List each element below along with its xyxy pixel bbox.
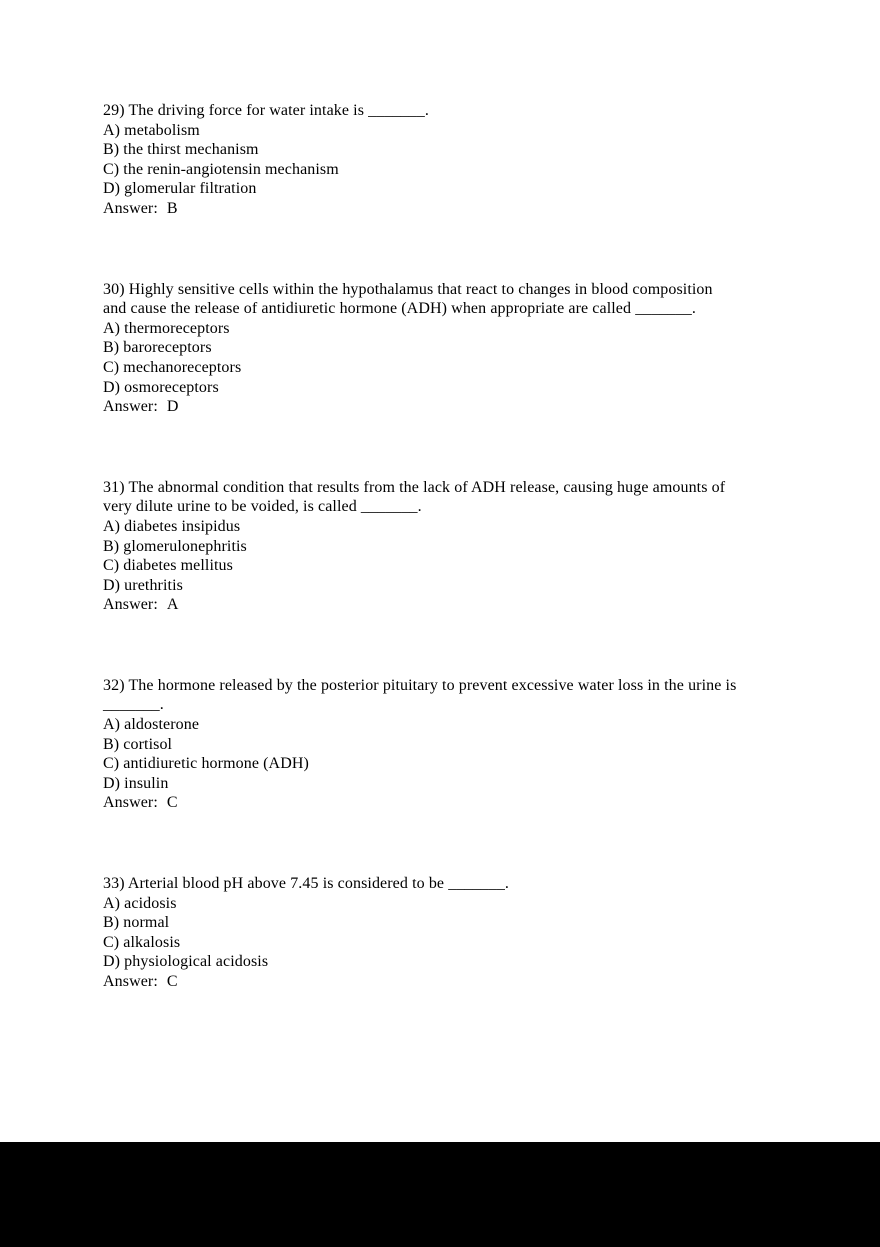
answer-line [103, 793, 830, 813]
option-line: B) cortisol [103, 735, 173, 753]
question-block [103, 676, 830, 813]
option-line: D) osmoreceptors [103, 378, 219, 396]
answer-line [103, 595, 830, 615]
question-block [103, 478, 830, 615]
question-text-line: 33) Arterial blood pH above 7.45 is considered to be _______. [103, 875, 510, 893]
option-line: A) thermoreceptors [103, 319, 230, 337]
option-line: C) diabetes mellitus [103, 557, 233, 575]
answer-letter: C [166, 973, 178, 990]
option-line: C) mechanoreceptors [103, 358, 242, 376]
question-block [103, 280, 830, 417]
question-block [103, 101, 830, 219]
answer-line [103, 397, 830, 417]
answer-letter: D [166, 398, 179, 416]
option-line: C) the renin-angiotensin mechanism [103, 160, 339, 178]
question-text-line: very dilute urine to be voided, is called _______. [103, 498, 422, 516]
answer-letter: C [166, 794, 178, 812]
option-line: B) glomerulonephritis [103, 537, 247, 555]
option-line: A) metabolism [103, 121, 200, 139]
answer-line [103, 199, 830, 219]
bottom-black-bar [0, 1142, 880, 1247]
option-line: B) baroreceptors [103, 339, 212, 357]
option-line: C) antidiuretic hormone (ADH) [103, 755, 309, 773]
answer-label: Answer: [103, 794, 158, 812]
answer-label: Answer: [103, 973, 158, 990]
question-text-line: 31) The abnormal condition that results from the lack of ADH release, causing huge amounts of [103, 478, 726, 496]
question-text-line: 29) The driving force for water intake is _______. [103, 102, 429, 119]
answer-label: Answer: [103, 596, 158, 614]
option-line: D) physiological acidosis [103, 953, 269, 971]
option-line: B) normal [103, 914, 170, 932]
option-line: A) acidosis [103, 894, 177, 912]
answer-label: Answer: [103, 398, 158, 416]
option-line: A) diabetes insipidus [103, 517, 241, 535]
answer-label: Answer: [103, 199, 158, 217]
option-line: D) glomerular filtration [103, 180, 257, 198]
option-line: C) alkalosis [103, 933, 181, 951]
question-text-line: _______. [103, 696, 164, 714]
document-page [103, 101, 830, 1053]
question-text-line: 30) Highly sensitive cells within the hypothalamus that react to changes in blood composition [103, 280, 713, 298]
option-line: A) aldosterone [103, 716, 200, 734]
question-block [103, 874, 830, 992]
option-line: B) the thirst mechanism [103, 141, 259, 159]
answer-letter: A [166, 596, 179, 614]
answer-line [103, 972, 830, 992]
option-line: D) insulin [103, 774, 169, 792]
answer-letter: B [166, 199, 178, 217]
question-text-line: and cause the release of antidiuretic hormone (ADH) when appropriate are called _______. [103, 300, 697, 318]
option-line: D) urethritis [103, 576, 183, 594]
question-text-line: 32) The hormone released by the posterior pituitary to prevent excessive water loss in the urine is [103, 676, 737, 694]
